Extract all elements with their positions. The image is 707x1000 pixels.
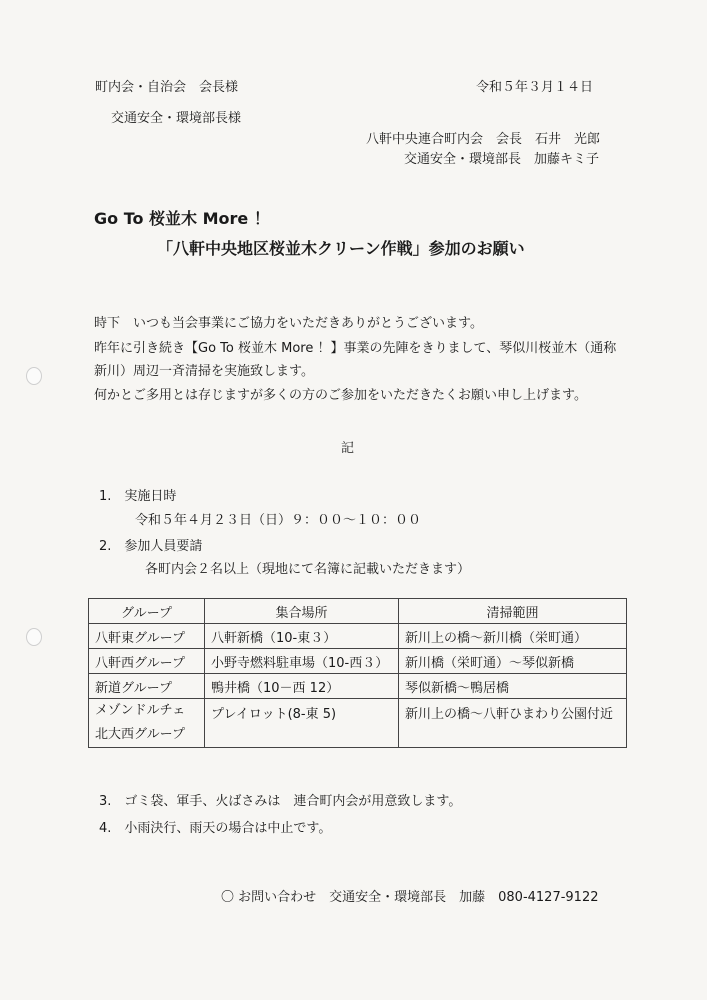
- title-line-2: 「八軒中央地区桜並木クリーン作戦」参加のお願い: [157, 239, 525, 258]
- contact-line: 〇 お問い合わせ 交通安全・環境部長 加藤 080-4127-9122: [221, 890, 599, 905]
- table-row: [89, 649, 627, 674]
- item-1-label: 1. 実施日時: [99, 489, 177, 504]
- recipient-line-1: 町内会・自治会 会長様: [95, 80, 239, 95]
- item-4: 4. 小雨決行、雨天の場合は中止です。: [99, 821, 332, 836]
- ki-mark: 記: [341, 441, 355, 456]
- sender-line-2: 交通安全・環境部長 加藤キミ子: [404, 152, 600, 167]
- item-3: 3. ゴミ袋、軍手、火ばさみは 連合町内会が用意致します。: [99, 794, 462, 809]
- table-row: [89, 624, 627, 649]
- group-table: [88, 598, 627, 748]
- table-row: [89, 674, 627, 699]
- table-cell: 新川上の橋～八軒ひまわり公園付近: [399, 699, 627, 748]
- table-cell: 八軒新橋（10-東３）: [205, 624, 399, 649]
- item-1-value: 令和５年４月２３日（日）９：００～１０：００: [135, 513, 422, 528]
- table-cell: 小野寺燃料駐車場（10-西３）: [205, 649, 399, 674]
- group-name: 北大西グループ: [95, 727, 185, 742]
- table-cell: プレイロット(8-東 5): [205, 699, 399, 748]
- body-line-1: 時下 いつも当会事業にご協力をいただきありがとうございます。: [94, 316, 483, 331]
- recipient-line-2: 交通安全・環境部長様: [111, 111, 242, 126]
- group-name: メゾンドルチェ: [95, 703, 186, 718]
- title-line-1: Go To 桜並木 More ！: [94, 209, 270, 228]
- table-cell: 琴似新橋～鴨居橋: [399, 674, 627, 699]
- sender-line-1: 八軒中央連合町内会 会長 石井 光郎: [366, 132, 601, 147]
- punch-hole: [26, 367, 42, 385]
- table-header-cell: グループ: [89, 599, 205, 624]
- table-cell: 八軒東グループ: [89, 624, 205, 649]
- item-2-value: 各町内会２名以上（現地にて名簿に記載いただきます）: [145, 562, 471, 577]
- table-header-row: [89, 599, 627, 624]
- table-header-cell: 清掃範囲: [399, 599, 627, 624]
- table-cell: 新道グループ: [89, 674, 205, 699]
- table-row: [89, 699, 627, 748]
- table-cell: 八軒西グループ: [89, 649, 205, 674]
- punch-hole: [26, 628, 42, 646]
- body-line-4: 何かとご多用とは存じますが多くの方のご参加をいただきたくお願い申し上げます。: [94, 388, 587, 403]
- table-cell: 鴨井橋（10－西 12）: [205, 674, 399, 699]
- table-header-cell: 集合場所: [205, 599, 399, 624]
- table-cell: 新川上の橋～新川橋（栄町通）: [399, 624, 627, 649]
- table-cell: [89, 699, 205, 748]
- item-2-label: 2. 参加人員要請: [99, 539, 203, 554]
- table-cell: 新川橋（栄町通）～琴似新橋: [399, 649, 627, 674]
- document-date: 令和５年３月１４日: [476, 80, 594, 95]
- body-line-3: 新川）周辺一斉清掃を実施致します。: [94, 364, 314, 379]
- body-line-2: 昨年に引き続き【Go To 桜並木 More ！】事業の先陣をきりまして、琴似川桜並木（通称: [94, 341, 617, 356]
